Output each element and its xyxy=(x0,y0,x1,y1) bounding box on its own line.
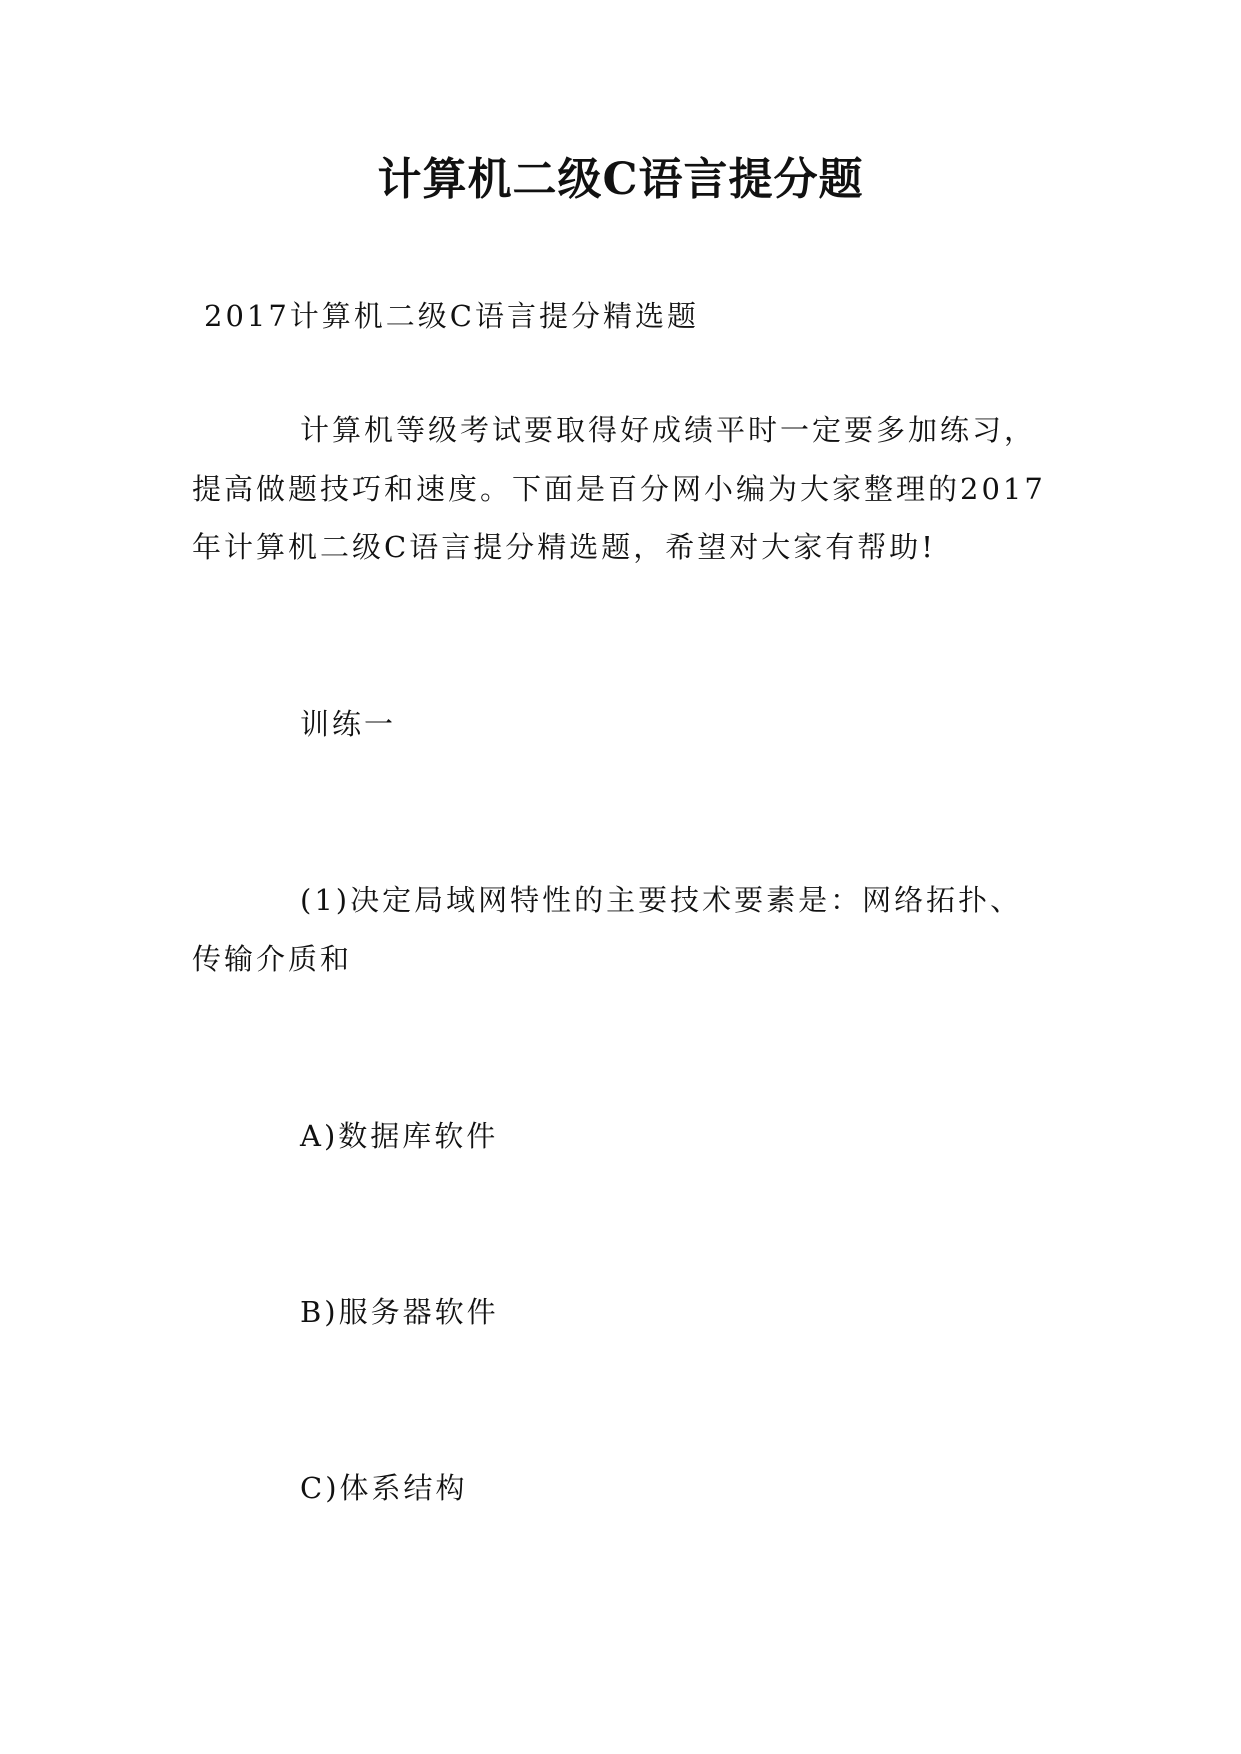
option-b: B)服务器软件 xyxy=(300,1295,499,1329)
document-title: 计算机二级C语言提分题 xyxy=(377,154,864,205)
intro-paragraph-line-1: 计算机等级考试要取得好成绩平时一定要多加练习， xyxy=(300,413,1037,447)
document-subtitle: 2017计算机二级C语言提分精选题 xyxy=(204,299,699,333)
option-a: A)数据库软件 xyxy=(300,1119,499,1153)
question-1-line-1: (1)决定局域网特性的主要技术要素是：网络拓扑、 xyxy=(300,883,1023,917)
intro-paragraph-line-2: 提高做题技巧和速度。下面是百分网小编为大家整理的2017 xyxy=(192,472,1046,506)
intro-paragraph-line-3: 年计算机二级C语言提分精选题，希望对大家有帮助! xyxy=(192,530,936,564)
question-1-line-2: 传输介质和 xyxy=(192,942,353,976)
option-c: C)体系结构 xyxy=(300,1471,468,1505)
section-heading: 训练一 xyxy=(300,707,397,741)
